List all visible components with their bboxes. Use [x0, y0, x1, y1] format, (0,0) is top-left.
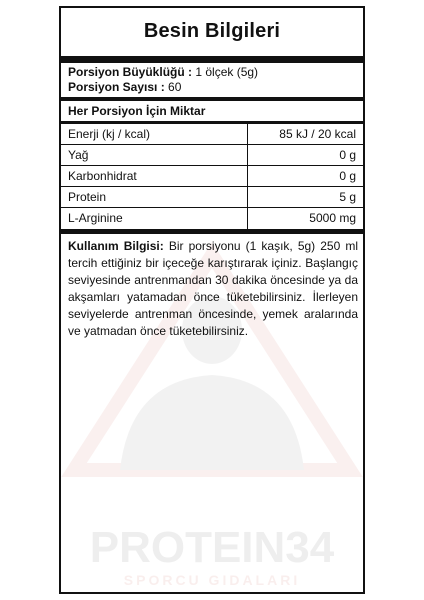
nutrient-value: 0 g: [339, 148, 356, 162]
serving-count-label: Porsiyon Sayısı :: [68, 80, 165, 94]
serving-count-value: 60: [168, 80, 182, 94]
nutrient-name: L-Arginine: [68, 211, 123, 225]
usage-info: [68, 238, 358, 340]
table-row: [61, 187, 363, 208]
table-row: [61, 208, 363, 229]
per-serving-header: Her Porsiyon İçin Miktar: [68, 104, 206, 118]
table-row: [61, 166, 363, 187]
nutrient-name: Protein: [68, 190, 107, 204]
serving-size-label: Porsiyon Büyüklüğü :: [68, 65, 193, 79]
watermark-brand: PROTEIN34: [89, 523, 335, 572]
divider: [61, 97, 363, 101]
watermark-tagline: SPORCU GIDALARI: [123, 572, 301, 588]
nutrient-value: 5 g: [339, 190, 356, 204]
nutrient-name: Enerji (kj / kcal): [68, 127, 151, 141]
nutrient-value: 5000 mg: [309, 211, 356, 225]
serving-size-value: 1 ölçek (5g): [195, 65, 259, 79]
usage-label: Kullanım Bilgisi:: [68, 239, 164, 253]
panel-title: Besin Bilgileri: [143, 20, 281, 42]
serving-count: [68, 80, 181, 94]
table-row: [61, 145, 363, 166]
nutrient-name: Karbonhidrat: [68, 169, 137, 183]
serving-size: [68, 65, 258, 79]
nutrient-table: [61, 124, 363, 229]
thick-divider: [61, 56, 363, 63]
nutrient-value: 0 g: [339, 169, 356, 183]
nutrient-name: Yağ: [68, 148, 89, 162]
nutrition-panel: [59, 6, 365, 594]
table-row: [61, 124, 363, 145]
thick-divider: [61, 229, 363, 234]
nutrient-value: 85 kJ / 20 kcal: [279, 127, 356, 141]
usage-text: Bir porsiyonu (1 kaşık, 5g) 250 ml tercih ettiğiniz bir içeceğe karıştırarak içiniz. Başlangıç seviyesinde antrenmandan 30 dakika öncesinde ya da akşamları yatamadan önce tüketebilirsiniz. İlerleyen seviyelerde antrenman öncesinde, yemek aralarında ve yatmadan önce tüketebilirsiniz.: [68, 239, 358, 338]
